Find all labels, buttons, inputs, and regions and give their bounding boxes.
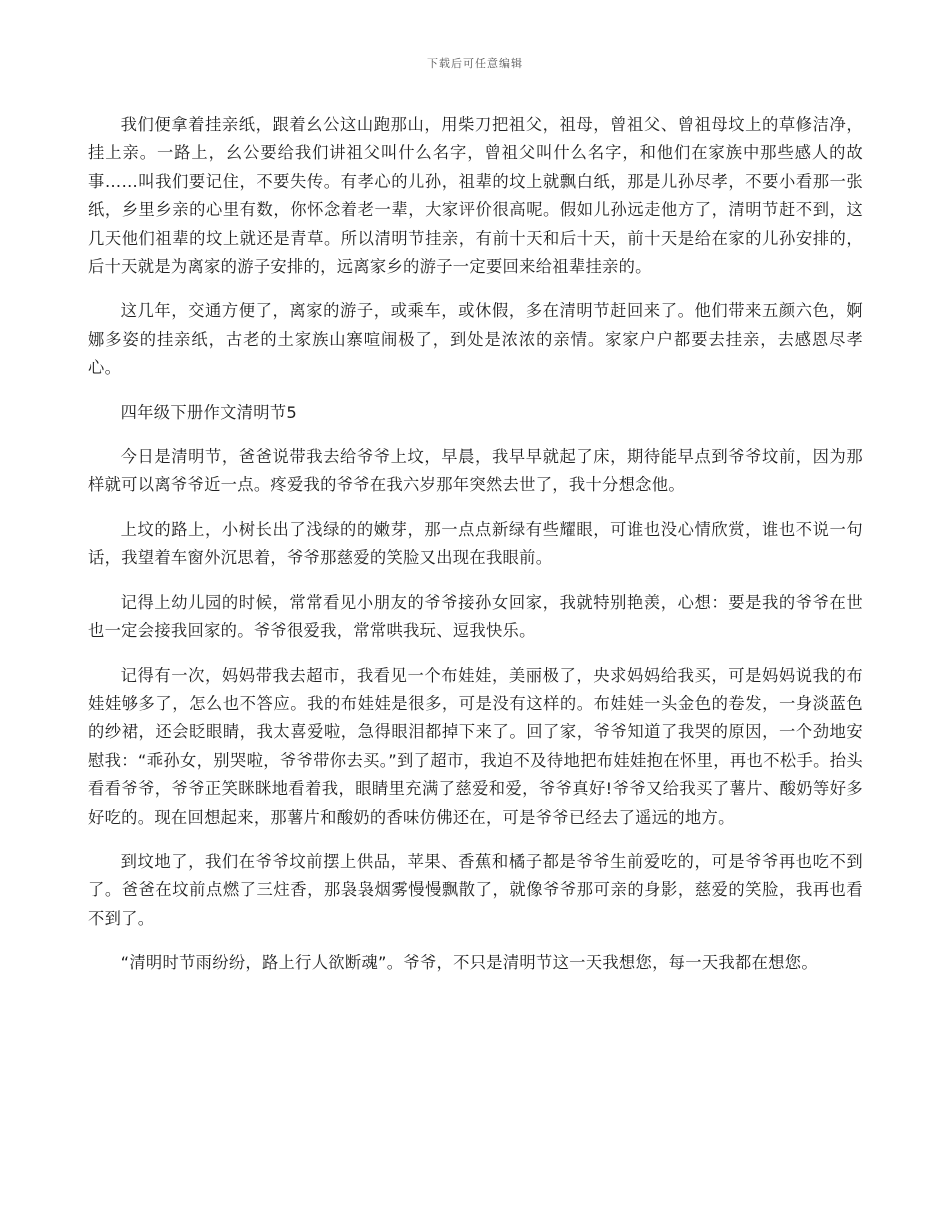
paragraph: 记得上幼儿园的时候，常常看见小朋友的爷爷接孙女回家，我就特别艳羡，心想：要是我的爷爷在世也一定会接我回家的。爷爷很爱我，常常哄我玩、逗我快乐。 bbox=[88, 592, 863, 641]
paragraph: 到坟地了，我们在爷爷坟前摆上供品，苹果、香蕉和橘子都是爷爷生前爱吃的，可是爷爷再也吃不到了。爸爸在坟前点燃了三炷香，那袅袅烟雾慢慢飘散了，就像爷爷那可亲的身影，慈爱的笑脸，我再也看不到了。 bbox=[88, 851, 863, 928]
paragraph: 这几年，交通方便了，离家的游子，或乘车，或休假，多在清明节赶回来了。他们带来五颜六色，婀娜多姿的挂亲纸，古老的土家族山寨喧闹极了，到处是浓浓的亲情。家家户户都要去挂亲，去感恩尽孝心。 bbox=[88, 301, 863, 378]
page-header: 下载后可任意编辑 bbox=[427, 57, 523, 70]
document-body bbox=[88, 111, 863, 994]
paragraph: 记得有一次，妈妈带我去超市，我看见一个布娃娃，美丽极了，央求妈妈给我买，可是妈妈说我的布娃娃够多了，怎么也不答应。我的布娃娃是很多，可是没有这样的。布娃娃一头金色的卷发，一身淡蓝色的纱裙，还会眨眼睛，我太喜爱啦，急得眼泪都掉下来了。回了家，爷爷知道了我哭的原因，一个劲地安慰我：“乖孙女，别哭啦，爷爷带你去买。”到了超市，我迫不及待地把布娃娃抱在怀里，再也不松手。抬头看看爷爷，爷爷正笑眯眯地看着我，眼睛里充满了慈爱和爱，爷爷真好!爷爷又给我买了薯片、酸奶等好多好吃的。现在回想起来，那薯片和酸奶的香味仿佛还在，可是爷爷已经去了遥远的地方。 bbox=[88, 665, 863, 827]
paragraph: 上坟的路上，小树长出了浅绿的的嫩芽，那一点点新绿有些耀眼，可谁也没心情欣赏，谁也不说一句话，我望着车窗外沉思着，爷爷那慈爱的笑脸又出现在我眼前。 bbox=[88, 519, 863, 568]
paragraph: 我们便拿着挂亲纸，跟着幺公这山跑那山，用柴刀把祖父，祖母，曾祖父、曾祖母坟上的草修洁净，挂上亲。一路上，幺公要给我们讲祖父叫什么名字，曾祖父叫什么名字，和他们在家族中那些感人的故事……叫我们要记住，不要失传。有孝心的儿孙，祖辈的坟上就飘白纸，那是儿孙尽孝，不要小看那一张纸，乡里乡亲的心里有数，你怀念着老一辈，大家评价很高呢。假如儿孙远走他方了，清明节赶不到，这几天他们祖辈的坟上就还是青草。所以清明节挂亲，有前十天和后十天，前十天是给在家的儿孙安排的，后十天就是为离家的游子安排的，远离家乡的游子一定要回来给祖辈挂亲的。 bbox=[88, 115, 863, 277]
section-title: 四年级下册作文清明节5 bbox=[120, 402, 298, 422]
paragraph: 今日是清明节，爸爸说带我去给爷爷上坟，早晨，我早早就起了床，期待能早点到爷爷坟前，因为那样就可以离爷爷近一点。疼爱我的爷爷在我六岁那年突然去世了，我十分想念他。 bbox=[88, 447, 863, 495]
paragraph: “清明时节雨纷纷，路上行人欲断魂”。爷爷，不只是清明节这一天我想您，每一天我都在想您。 bbox=[120, 953, 818, 973]
